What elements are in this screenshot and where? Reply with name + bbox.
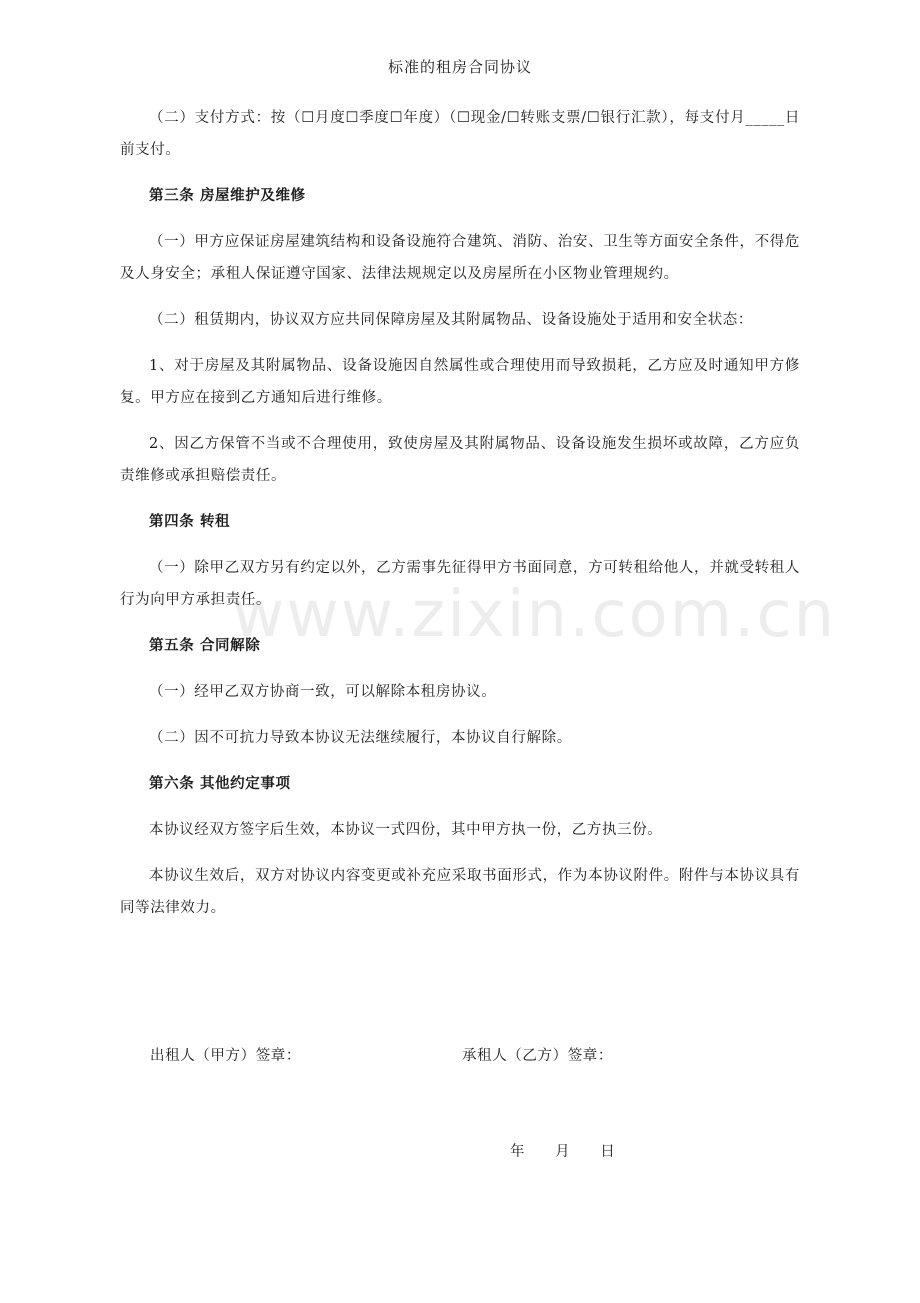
body-paragraph: （一）除甲乙双方另有约定以外，乙方需事先征得甲方书面同意，方可转租给他人，并就受转租人行为向甲方承担责任。	[120, 560, 800, 608]
lessor-signature-label: 出租人（甲方）签章：	[150, 1048, 301, 1064]
body-paragraph: 1、对于房屋及其附属物品、设备设施因自然属性或合理使用而导致损耗，乙方应及时通知甲方修复。甲方应在接到乙方通知后进行维修。	[120, 358, 800, 406]
date-day-label: 日	[600, 1144, 616, 1160]
body-paragraph: （二）因不可抗力导致本协议无法继续履行，本协议自行解除。	[149, 730, 572, 746]
lessee-signature-label: 承租人（乙方）签章：	[462, 1048, 613, 1064]
section-heading: 第三条 房屋维护及维修	[149, 187, 306, 204]
body-paragraph: （一）甲方应保证房屋建筑结构和设备设施符合建筑、消防、治安、卫生等方面安全条件，不得危及人身安全；承租人保证遵守国家、法律法规规定以及房屋所在小区物业管理规约。	[120, 234, 800, 282]
body-paragraph: 本协议生效后，双方对协议内容变更或补充应采取书面形式，作为本协议附件。附件与本协议具有同等法律效力。	[120, 868, 800, 916]
date-year-label: 年	[510, 1144, 526, 1160]
date-month-label: 月	[555, 1144, 571, 1160]
document-title: 标准的租房合同协议	[387, 58, 532, 76]
watermark: www.zixin.com.cn	[232, 578, 837, 652]
section-heading: 第五条 合同解除	[149, 637, 261, 654]
body-paragraph: 本协议经双方签字后生效，本协议一式四份，其中甲方执一份，乙方执三份。	[149, 822, 663, 838]
body-paragraph: 2、因乙方保管不当或不合理使用，致使房屋及其附属物品、设备设施发生损坏或故障，乙方应负责维修或承担赔偿责任。	[120, 436, 800, 484]
body-paragraph: （一）经甲乙双方协商一致，可以解除本租房协议。	[149, 684, 497, 700]
body-paragraph: （二）租赁期内，协议双方应共同保障房屋及其附属物品、设备设施处于适用和安全状态：	[149, 312, 753, 328]
document-body	[120, 102, 800, 938]
date-row	[510, 1140, 615, 1161]
section-heading: 第四条 转租	[149, 513, 231, 530]
body-paragraph: （二）支付方式：按（☐月度☐季度☐年度）（☐现金/☐转账支票/☐银行汇款），每支付月_____日前支付。	[120, 110, 800, 158]
section-heading: 第六条 其他约定事项	[149, 775, 291, 792]
